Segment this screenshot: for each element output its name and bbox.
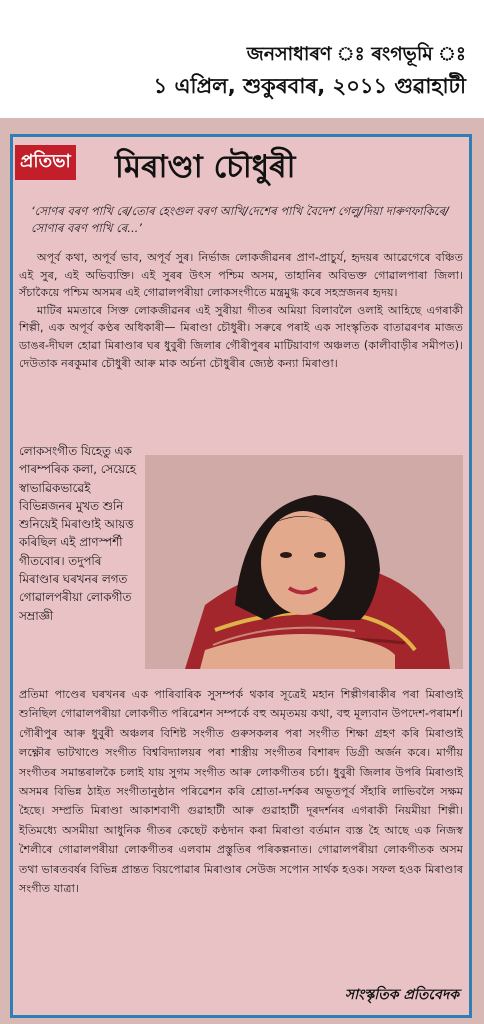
paragraph-1: অপূৰ্ব কথা, অপূৰ্ব ভাব, অপূৰ্ব সুৰ। নিৰ্ভাজ লোকজীৱনৰ প্ৰাণ-প্ৰাচুৰ্য, হৃদয়ৰ আৱেগেৰে বঞ্চিত এই সুৰ, এই অভিব্যক্তি। এই সুৰৰ উৎস পশ্চিম অসম, তাহানিৰ অবিভক্ত গোৱালপাৰা জিলা। সঁচাকৈয়ে পশ্চিম অসমৰ এই গোৱালপৰীয়া লোকসংগীতে মন্ত্ৰমুগ্ধ কৰে সহস্ৰজনৰ হৃদয়। — [19, 251, 463, 300]
article-body: প্ৰতিমা পাণ্ডেৰ ঘৰখনৰ এক পাৰিবাৰিক সুসম্পৰ্ক থকাৰ সূত্ৰেই মহান শিল্পীগৰাকীৰ পৰা মিৰাণ্ডাই শুনিছিল গোৱালপৰীয়া লোকগীত পৰিৱেশন সম্পৰ্কে বহু অমৃতময় কথা, বহু মূল্যবান উপদেশ-পৰামৰ্শ। গৌৰীপুৰ আৰু ধুবুৰী অঞ্চলৰ বিশিষ্ট সংগীত গুৰুসকলৰ পৰা সংগীত শিক্ষা গ্ৰহণ কৰি মিৰাণ্ডাই লক্ষ্ণৌৰ ভাটখাণ্ডে সংগীত বিশ্ববিদ্যালয়ৰ পৰা শাস্ত্ৰীয় সংগীতৰ বিশাৰদ ডিগ্ৰী অৰ্জন কৰে। মাৰ্গীয় সংগীতৰ সমান্তৰালকৈ চলাই যায় সুগম সংগীত আৰু লোকগীতৰ চৰ্চা। ধুবুৰী জিলাৰ উপৰি মিৰাণ্ডাই অসমৰ বিভিন্ন ঠাইত সংগীতানুষ্ঠান পৰিৱেশন কৰি শ্ৰোতা-দৰ্শকৰ অভূতপূৰ্ব সঁহাৰি লাভিবলৈ সক্ষম হৈছে। সম্প্ৰতি মিৰাণ্ডা আকাশবাণী গুৱাহাটী আৰু গুৱাহাটী দূৰদৰ্শনৰ এগৰাকী নিয়মীয়া শিল্পী। ইতিমধ্যে অসমীয়া আধুনিক গীতৰ কেছেট কণ্ঠদান কৰা মিৰাণ্ডা বৰ্তমান ব্যস্ত হৈ আছে এক নিজস্ব শৈলীৰে গোৱালপৰীয়া লোকগীতৰ এলবাম প্ৰস্তুতিৰ পৰিকল্পনাত। গোৱালপৰীয়া লোকগীতক অসম তথা ভাৰতবৰ্ষৰ বিভিন্ন প্ৰান্তত বিয়পোৱাৰ মিৰাণ্ডাৰ সেউজ সপোন সাৰ্থক হওক। সফল হওক মিৰাণ্ডাৰ সংগীত যাত্ৰা। — [19, 688, 463, 896]
newspaper-clipping — [0, 118, 484, 1024]
page-header — [0, 0, 484, 118]
paragraph-2: মাটিৰ মমতাৰে সিক্ত লোকজীৱনৰ এই সুৰীয়া গীতৰ অমিয়া বিলাবলৈ ওলাই আহিছে এগৰাকী শিল্পী, এক অপূৰ্ব কণ্ঠৰ অধিকাৰী— মিৰাণ্ডা চৌধুৰী। সৰুৰে পৰাই এক সাংস্কৃতিক বাতাৱৰণৰ মাজত ডাঙৰ-দীঘল হোৱা মিৰাণ্ডাৰ ঘৰ ধুবুৰী জিলাৰ গৌৰীপুৰৰ মাটিয়াবাগ অঞ্চলত (কালীবাড়ীৰ সমীপত)। দেউতাক নৰকুমাৰ চৌধুৰী আৰু মাক অৰ্চনা চৌধুৰীৰ জ্যেষ্ঠ কন্যা মিৰাণ্ডা। — [19, 303, 463, 370]
header-date-line: ১ এপ্ৰিল, শুকুৰবাৰ, ২০১১ গুৱাহাটী — [153, 74, 466, 98]
header-publication-line: জনসাধাৰণ ঃ ৰংগভূমি ঃ — [246, 43, 466, 65]
portrait-photo — [145, 455, 463, 669]
portrait-illustration — [145, 455, 463, 669]
article-frame — [10, 134, 472, 1018]
column-tag: প্ৰতিভা — [15, 145, 76, 180]
article-intro — [19, 249, 463, 372]
author-byline: সাংস্কৃতিক প্ৰতিবেদক — [344, 987, 459, 1003]
article-title: মিৰাণ্ডা চৌধুৰী — [115, 149, 296, 185]
wrapped-text-column: লোকসংগীত যিহেতু এক পাৰম্পৰিক কলা, সেয়েহে স্বাভাৱিকভাৱেই বিভিন্নজনৰ মুখত শুনি শুনিয়েই মিৰাণ্ডাই আয়ত্ত কৰিছিল এই প্ৰাণস্পৰ্শী গীতবোৰ। তদুপৰি মিৰাণ্ডাৰ ঘৰখনৰ লগত গোৱালপৰীয়া লোকগীত সম্ৰাজ্ঞী — [19, 444, 136, 623]
song-quote: ‘সোণৰ বৰণ পাখি ৰে/তোৰ হেংগুল বৰণ আখি/দেশেৰ পাখি বৈদেশ গেলু/দিয়া দাৰুণফাকিৰে/সোণাৰ বৰণ পাখি ৰে...’ — [31, 204, 449, 235]
